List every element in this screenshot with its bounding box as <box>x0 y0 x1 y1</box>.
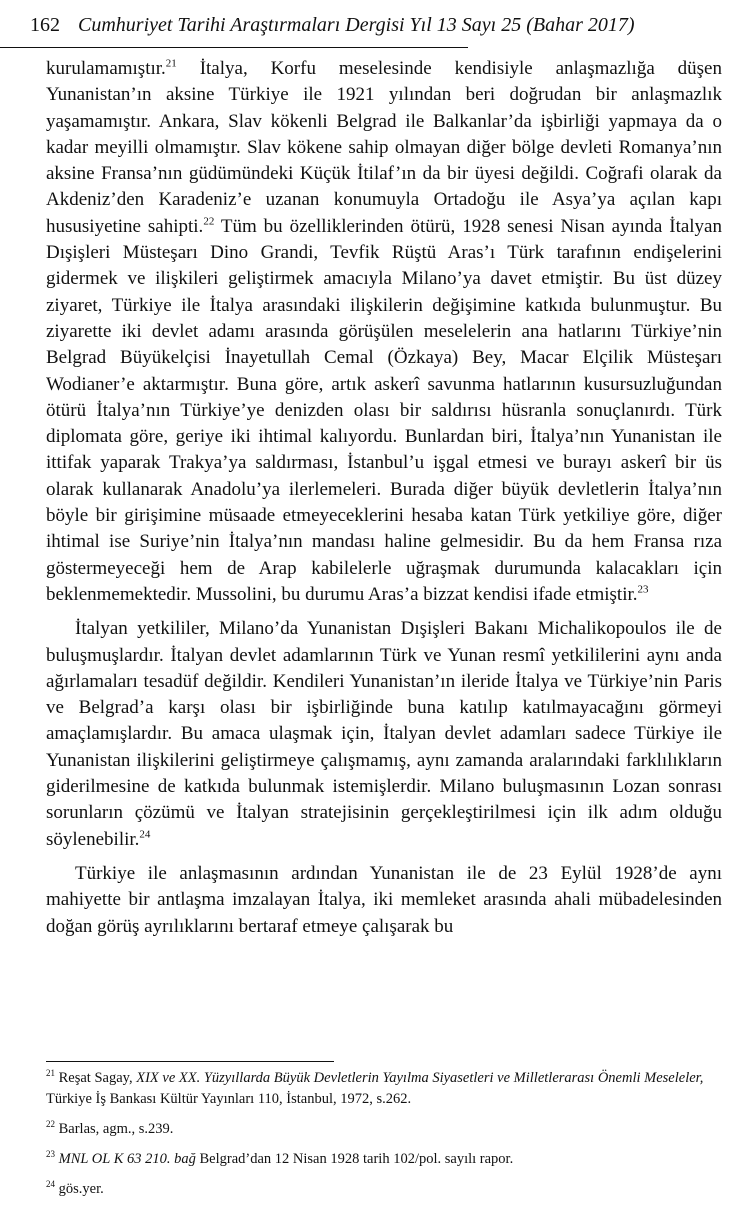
footnote-ref: 21 <box>46 1068 55 1079</box>
text-run: Reşat Sagay, <box>55 1070 137 1086</box>
footnote-ref: 22 <box>46 1119 55 1130</box>
text-run: Türkiye ile anlaşmasının ardından Yunanistan ile de 23 Eylül 1928’de aynı mahiyette bir antlaşma imzalayan İtalya, iki memleket arasında ahali mübadelesinden doğan görüş ayrılıklarını bertaraf etmeye çalışarak bu <box>46 862 722 937</box>
text-run: İtalyan yetkililer, Milano’da Yunanistan Dışişleri Bakanı Michalikopoulos ile de buluşmuşlardır. İtalyan devlet adamlarının Türk ve Yunan resmî yetkililerini aynı anda ağırlamaları tesadüf değildir. Kendileri Yunanistan’ın ileride İtalya ve Türkiye’nin Paris ve Belgrad’a karşı olası bir işbirliğinde buna katılıp katılmayacağını görmeyi amaçlamışlardır. Bu amaca ulaşmak için, İtalyan devlet adamları sadece Türkiye ile Yunanistan ilişkilerini geliştirmeye çalışmamış, aynı zamanda aralarındaki farklılıkların giderilmesine de katkıda bulunmak istemişlerdir. Milano buluşmasının Lozan sonrası sorunların çözümü ve İtalyan stratejisinin gerçekleştirilmesi için ilk adım olduğu söylenebilir. <box>46 618 722 850</box>
running-header <box>30 12 720 38</box>
footnotes <box>46 1068 722 1209</box>
page-number: 162 <box>30 14 60 36</box>
footnote-ref: 21 <box>165 57 177 70</box>
text-run: İtalya, Korfu meselesinde kendisiyle anlaşmazlığa düşen Yunanistan’ın aksine Türkiye ile 1921 yılından beri doğrudan bir anlaşmazlık yaşamamıştır. Ankara, Slav kökenli Belgrad ile Balkanlar’da işbirliği yapmaya da o kadar meyilli olmamıştır. Slav kökene sahip olmayan diğer bölge devleti Romanya’nın aksine Fransa’nın güdümündeki Küçük İtilaf’ın da bir üyesi değildi. Coğrafi olarak da Akdeniz’den Karadeniz’e uzanan konumuyla Ortadoğu ile Asya’ya açılan kapı hususiyetine sahipti. <box>46 58 722 237</box>
paragraph <box>46 861 722 940</box>
footnote <box>46 1149 722 1170</box>
text-run: Belgrad’dan 12 Nisan 1928 tarih 102/pol. sayılı rapor. <box>195 1151 514 1167</box>
journal-title: Cumhuriyet Tarihi Araştırmaları Dergisi Yıl 13 Sayı 25 (Bahar 2017) <box>78 14 635 36</box>
footnote-ref: 24 <box>46 1179 55 1190</box>
footnote <box>46 1119 722 1140</box>
footnote-rule <box>46 1061 334 1062</box>
footnote-ref: 23 <box>637 583 649 596</box>
text-run: Tüm bu özelliklerinden ötürü, 1928 senesi Nisan ayında İtalyan Dışişleri Müsteşarı Dino Grandi, Tevfik Rüştü Aras’ı Türk tarafının endişelerini gidermek ve ilişkileri geliştirmek amacıyla Milano’ya davet etmiştir. Bu üst düzey ziyaret, Türkiye ile İtalya arasındaki ilişkilerin değişimine katkıda bulunmuştur. Bu ziyarette iki devlet adamı arasında görüşülen meselelerin ana hatlarını Türkiye’nin Belgrad Büyükelçisi İnayetullah Cemal (Özkaya) Bey, Macar Elçilik Müsteşarı Wodianer’e aktarmıştır. Buna göre, artık askerî savunma hatlarının kusursuzluğundan ötürü İtalya’nın Türkiye’ye denizden olası bir saldırısı hüsranla sonuçlanırdı. Türk diplomata göre, geriye iki ihtimal kalıyordu. Bunlardan biri, İtalya’nın Yunanistan ile ittifak yaparak Trakya’ya saldırması, İstanbul’u işgal etmesi ve burayı askerî bir üs olarak kullanarak Anadolu’ya ilerlemeleri. Burada diğer büyük devletlerin İtalya’nın böyle bir girişimine müsaade etmeyeceklerini hesaba katan Türk yetkiliye göre, diğer ihtimal ise Suriye’nin İtalya’nın mandası haline gelmesidir. Bu da hem Fransa rıza göstermeyeceği hem de Arap kabilelerle uğraşmak durumunda kalacakları için beklenmemektedir. Mussolini, bu durumu Aras’a bizzat kendisi ifade etmiştir. <box>46 215 722 605</box>
text-run: Barlas, agm., s.239. <box>55 1121 174 1137</box>
header-rule <box>0 47 468 48</box>
italic-text: XIX ve XX. Yüzyıllarda Büyük Devletlerin Yayılma Siyasetleri ve Milletlerarası Önemli Meseleler, <box>136 1070 704 1086</box>
italic-text: MNL OL K 63 210. bağ <box>58 1151 196 1167</box>
main-text <box>46 56 722 940</box>
footnote-ref: 23 <box>46 1149 55 1160</box>
text-run: kurulamamıştır. <box>46 58 166 79</box>
footnote <box>46 1068 722 1110</box>
paragraph <box>46 616 722 853</box>
text-run: Türkiye İş Bankası Kültür Yayınları 110, İstanbul, 1972, s.262. <box>46 1091 412 1107</box>
footnote-ref: 24 <box>139 828 151 841</box>
text-run: gös.yer. <box>55 1181 104 1197</box>
footnote-ref: 22 <box>203 215 215 228</box>
footnote <box>46 1179 722 1200</box>
paragraph <box>46 56 722 608</box>
